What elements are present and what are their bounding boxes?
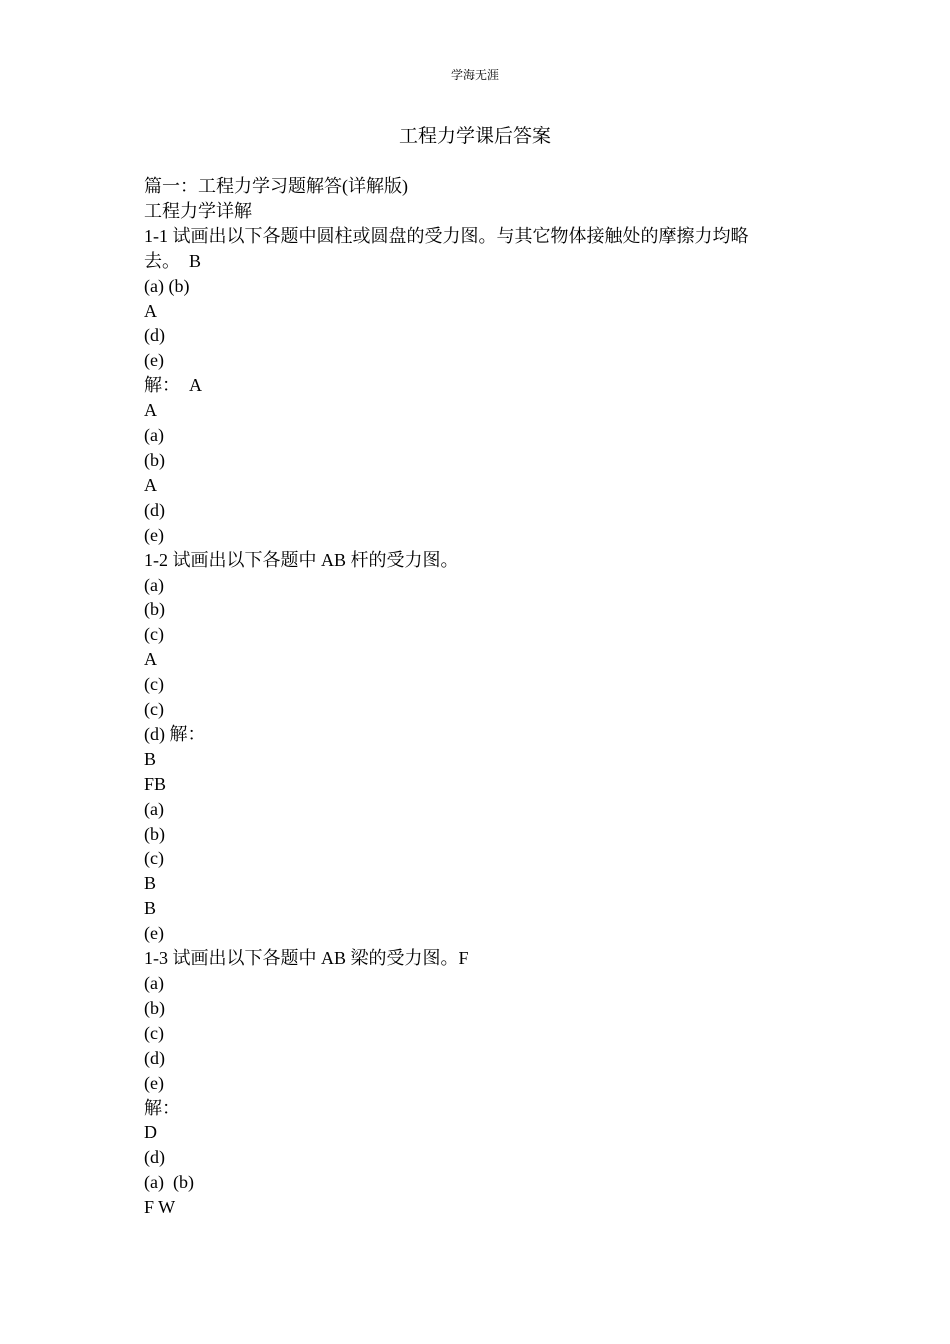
text-line: B (144, 898, 157, 919)
text-line: (b) (144, 599, 165, 620)
text-line: A (144, 400, 157, 421)
text-line: 去。 B (144, 250, 202, 271)
text-line: A (144, 649, 157, 670)
text-line: B (144, 873, 157, 894)
text-line: 1-2 试画出以下各题中 AB 杆的受力图。 (144, 549, 459, 570)
text-line: (c) (144, 624, 164, 645)
text-line: (a) (144, 798, 164, 819)
text-line: (e) (144, 923, 164, 944)
text-line: (c) (144, 699, 164, 720)
text-line: (a) (b) (144, 1172, 194, 1193)
text-line: (d) (144, 1147, 165, 1168)
text-line: (a) (b) (144, 275, 190, 296)
text-line: (d) (144, 499, 165, 520)
document-title: 工程力学课后答案 (398, 126, 551, 147)
text-line: (e) (144, 350, 164, 371)
text-line: D (144, 1122, 157, 1143)
text-line: (c) (144, 1022, 164, 1043)
text-line: 1-1 试画出以下各题中圆柱或圆盘的受力图。与其它物体接触处的摩擦力均略 (144, 225, 749, 246)
text-line: (a) (144, 973, 164, 993)
text-line: 解： (144, 1097, 180, 1118)
text-line: (b) (144, 823, 165, 844)
text-line: (c) (144, 848, 164, 869)
text-line: F W (144, 1197, 176, 1218)
text-line: (e) (144, 1072, 164, 1093)
text-line: 1-3 试画出以下各题中 AB 梁的受力图。F (144, 948, 469, 969)
text-line: 篇一：工程力学习题解答(详解版) (144, 176, 408, 196)
text-line: A (144, 474, 157, 495)
text-line: FB (144, 773, 167, 794)
text-line: (e) (144, 524, 164, 545)
text-line: A (144, 300, 157, 321)
text-line: (d) (144, 325, 165, 346)
text-line: (b) (144, 997, 165, 1018)
page-header: 学海无涯 (450, 68, 499, 82)
text-line: B (144, 748, 157, 769)
text-line: (a) (144, 574, 164, 595)
text-line: (a) (144, 425, 164, 446)
text-line: (c) (144, 674, 164, 695)
text-line: 工程力学详解 (144, 200, 252, 221)
text-line: 解： A (144, 375, 202, 396)
document-body (144, 174, 796, 1220)
text-line: (d) (144, 1047, 165, 1068)
text-line: (b) (144, 449, 165, 470)
text-line: (d) 解： (144, 723, 206, 744)
